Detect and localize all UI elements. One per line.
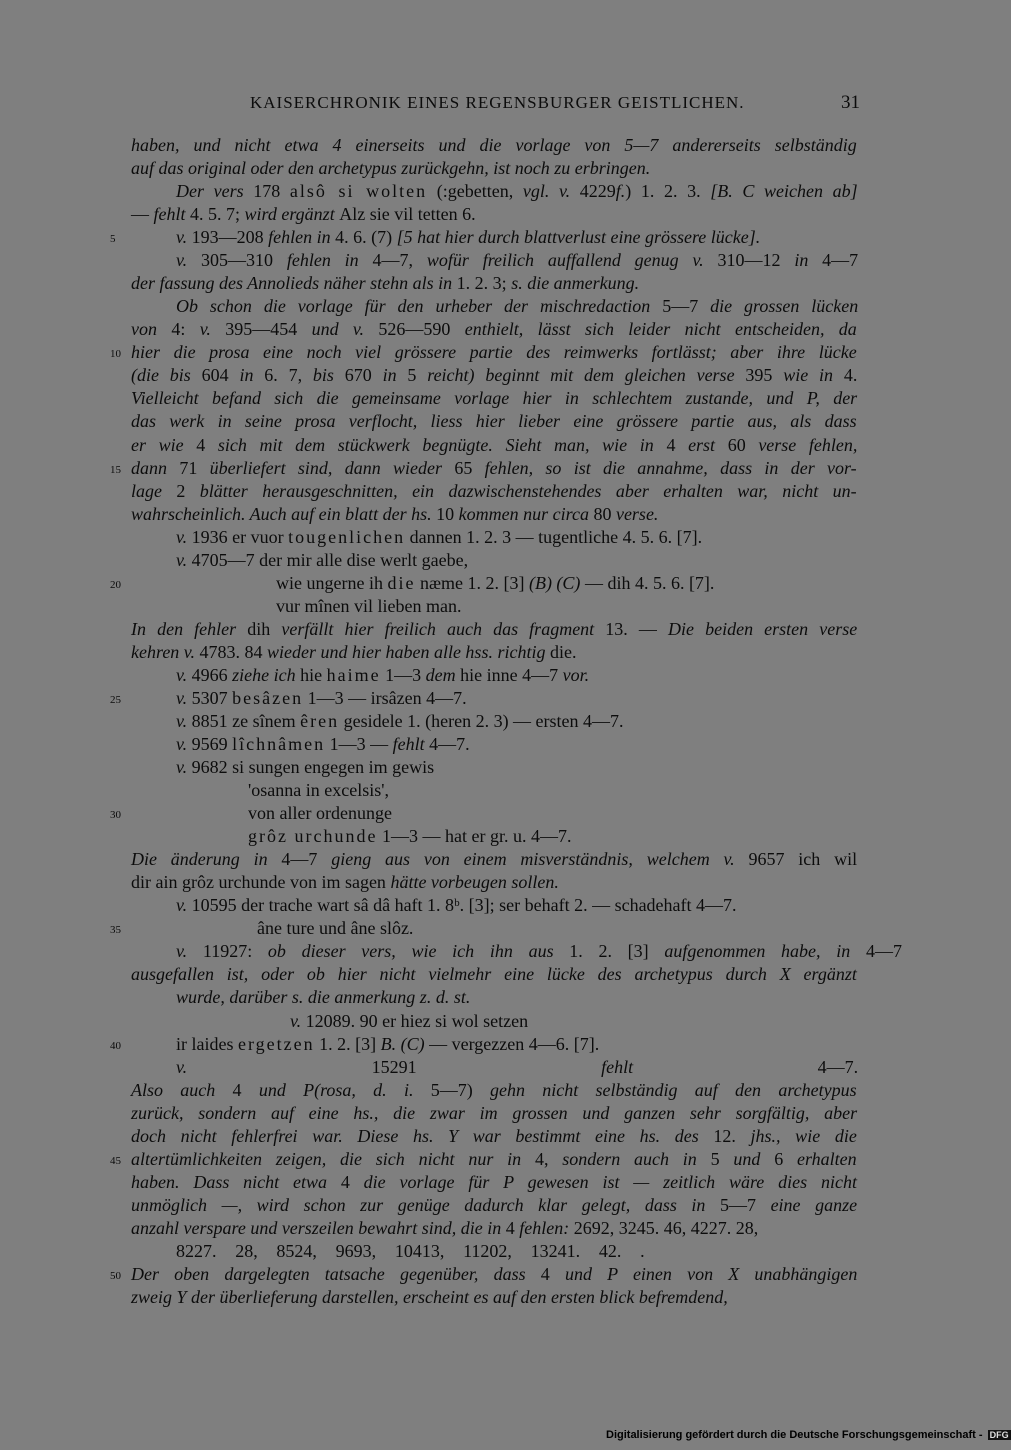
text-run: anzahl verspare und verszeilen bewahrt sind, die in xyxy=(131,1217,506,1238)
text-line xyxy=(248,825,571,848)
text-run: verse. xyxy=(615,503,659,524)
text-run: hätte vorbeugen sollen. xyxy=(390,872,559,893)
text-run: 80 xyxy=(593,503,616,524)
text-run: wurde, darüber s. die anmerkung z. d. st. xyxy=(176,987,471,1008)
text-run: die. xyxy=(549,641,577,662)
text-run: 395—454 xyxy=(225,319,312,340)
text-line xyxy=(276,572,714,595)
text-run: dir ain grôz urchunde von im sagen xyxy=(131,872,391,893)
text-line xyxy=(131,1263,857,1286)
text-run: 526—590 xyxy=(378,319,465,340)
text-line xyxy=(176,180,858,203)
text-run: — xyxy=(131,204,154,225)
text-run: das werk in seine prosa verflocht, liess hier lieber eine grössere partie aus, als dass xyxy=(131,411,857,432)
text-run: 310—12 xyxy=(717,250,795,271)
text-line xyxy=(257,917,413,940)
text-run: 604 xyxy=(201,365,240,386)
text-line xyxy=(131,1125,857,1148)
text-run: fehlen: xyxy=(519,1217,574,1238)
text-run: Also auch xyxy=(131,1079,233,1100)
text-run: 4. 6. (7) xyxy=(335,227,397,248)
text-run: ir laides xyxy=(176,1033,238,1054)
text-run: 4 xyxy=(340,1171,364,1192)
text-run: enthielt, lässt sich leider nicht entscheiden, da xyxy=(464,319,857,340)
text-run: dih xyxy=(247,618,282,639)
text-run: v. xyxy=(290,1010,306,1031)
text-run: dem xyxy=(425,664,461,685)
text-run: gehn nicht selbständig auf den archetypus xyxy=(490,1079,857,1100)
text-run: Der oben dargelegten tatsache gegenüber, dass xyxy=(131,1263,541,1284)
text-line xyxy=(176,526,702,549)
text-run: vor. xyxy=(562,664,590,685)
text-run: 4: xyxy=(171,319,200,340)
text-run: die vorlage für P gewesen ist — zeitlich wäre dies nicht xyxy=(363,1171,857,1192)
text-run: v. xyxy=(199,319,226,340)
text-run: fehlt xyxy=(601,1056,818,1077)
text-run: 10595 der trache wart sâ dâ haft 1. 8ᵇ. [3]; ser behaft 2. — schadehaft 4—7. xyxy=(191,895,737,916)
text-run: 1936 er vuor xyxy=(191,526,289,547)
text-run: v. xyxy=(176,549,192,570)
text-run: in xyxy=(382,365,408,386)
text-run: s. die anmerkung. xyxy=(511,273,640,294)
text-run: fehlen, so ist die annahme, dass in der vor- xyxy=(484,457,857,478)
text-run: Vielleicht befand sich die gemeinsame vorlage hier in schlechtem zustande, und P, der xyxy=(131,388,858,409)
text-line xyxy=(131,387,857,410)
text-run: 4 xyxy=(196,434,218,455)
text-run: hier die prosa eine noch viel grössere partie des reimwerks fortlässt; aber ihre lücke xyxy=(131,342,857,363)
text-run: 4—7 xyxy=(281,849,332,870)
text-run: verse fehlen, xyxy=(758,434,858,455)
text-run: und P einen von X unabhängigen xyxy=(564,1263,858,1284)
text-line xyxy=(176,549,468,572)
line-number: 30 xyxy=(110,809,121,822)
text-run: die grossen lücken xyxy=(710,296,859,317)
text-run: [B. C weichen ab] xyxy=(710,181,858,202)
text-line xyxy=(131,1102,857,1125)
text-run: 178 xyxy=(253,181,290,202)
text-run: Der vers xyxy=(176,181,254,202)
text-run: Die beiden ersten verse xyxy=(668,618,858,639)
line-number: 20 xyxy=(110,578,121,591)
text-line xyxy=(131,963,857,986)
line-number: 45 xyxy=(110,1154,121,1167)
text-run: [5 hat hier durch blattverlust eine grössere lücke]. xyxy=(396,227,761,248)
text-run: Die änderung in xyxy=(131,849,282,870)
text-run: haime xyxy=(326,664,381,685)
text-run: v. xyxy=(176,941,203,962)
text-run: wird ergänzt xyxy=(244,204,340,225)
text-run: — dih 4. 5. 6. [7]. xyxy=(580,572,715,593)
text-line xyxy=(131,341,857,364)
text-run: 4. 5. 7; xyxy=(190,204,245,225)
text-line xyxy=(131,434,857,457)
text-run: 4229 xyxy=(579,181,616,202)
text-run: Ob schon die vorlage für den urheber der mischredaction xyxy=(176,296,663,317)
text-run: ) 1. 2. 3. xyxy=(625,181,711,202)
text-run: dann xyxy=(131,457,180,478)
text-run: v. xyxy=(176,664,192,685)
text-run: v. xyxy=(176,227,192,248)
text-line xyxy=(176,664,589,687)
text-run: doch nicht fehlerfrei war. Diese hs. Y war bestimmt eine hs. des xyxy=(131,1125,714,1146)
text-line xyxy=(176,733,470,756)
text-run: wie in xyxy=(783,365,844,386)
text-run: 4 xyxy=(666,434,689,455)
text-run: B. (C) xyxy=(380,1033,425,1054)
text-run: 1—3 — irsâzen 4—7. xyxy=(303,687,467,708)
text-run: 4 xyxy=(505,1217,520,1238)
text-run: der fassung des Annolieds näher stehn als in xyxy=(131,273,457,294)
text-run: dannen 1. 2. 3 — tugentliche 4. 5. 6. [7]. xyxy=(405,526,703,547)
text-line xyxy=(131,618,857,641)
text-run: In den fehler xyxy=(131,618,248,639)
text-run: v. xyxy=(176,687,192,708)
text-run: 670 xyxy=(344,365,383,386)
text-line xyxy=(248,779,389,802)
text-run: 12. xyxy=(713,1125,751,1146)
text-line xyxy=(131,157,650,180)
text-run: aufgenommen habe, in xyxy=(664,941,866,962)
text-run: fehlt xyxy=(392,734,430,755)
text-run: in xyxy=(794,250,823,271)
text-run: 4783. 84 xyxy=(199,641,267,662)
text-run: ob dieser vers, wie ich ihn aus xyxy=(267,941,570,962)
text-run: lîchnâmen xyxy=(232,734,326,755)
line-number: 50 xyxy=(110,1269,121,1282)
text-line xyxy=(176,894,737,917)
text-line xyxy=(131,410,857,433)
text-run: 1. 2. [3] xyxy=(569,941,665,962)
text-run: êren xyxy=(300,711,340,731)
text-run: sondern auch in xyxy=(562,1148,711,1169)
text-run: (B) (C) xyxy=(528,572,581,593)
text-run: 5 xyxy=(710,1148,734,1169)
text-run: wofür freilich auffallend genug v. xyxy=(426,250,718,271)
text-run: grôz urchunde xyxy=(248,826,378,847)
text-run: 305—310 xyxy=(201,250,287,271)
text-run: 60 xyxy=(727,434,759,455)
text-line xyxy=(276,595,461,618)
text-run: 1. 2. [3] xyxy=(314,1033,381,1054)
text-run: vur mînen vil lieben man. xyxy=(276,595,462,616)
text-run: ergetzen xyxy=(237,1033,315,1054)
line-number: 40 xyxy=(110,1039,121,1052)
line-number: 10 xyxy=(110,348,121,361)
text-run: besâzen xyxy=(232,687,304,708)
text-line xyxy=(131,848,857,871)
text-line xyxy=(176,1240,645,1263)
text-run: 11927: xyxy=(202,941,268,962)
text-run: eine ganze xyxy=(770,1194,858,1215)
text-run: næme 1. 2. [3] xyxy=(415,572,529,593)
text-run: âne ture und âne slôz. xyxy=(257,918,414,939)
running-header xyxy=(250,92,860,114)
text-line xyxy=(176,1056,858,1079)
text-line xyxy=(131,1171,857,1194)
text-run: blätter herausgeschnitten, ein dazwischenstehendes aber erhalten war, nicht un- xyxy=(199,480,857,501)
line-number: 25 xyxy=(110,693,121,706)
text-run: v. xyxy=(176,1056,372,1077)
text-run: alsô si wolten xyxy=(289,181,428,202)
text-line xyxy=(176,687,467,710)
text-run: überliefert sind, dann wieder xyxy=(209,457,455,478)
text-run: gieng aus von einem misverständnis, welchem v. xyxy=(331,849,749,870)
text-line xyxy=(290,1010,528,1033)
text-line xyxy=(131,871,559,894)
line-number: 35 xyxy=(110,924,121,937)
text-run: ausgefallen ist, oder ob hier nicht vielmehr eine lücke des archetypus durch X ergänzt xyxy=(131,964,857,985)
text-run: sich mit dem stückwerk begnügte. Sieht man, wie in xyxy=(217,434,667,455)
text-run: reicht) beginnt mit dem gleichen verse xyxy=(427,365,746,386)
text-line xyxy=(131,318,857,341)
text-run: vgl. v. xyxy=(522,181,580,202)
text-run: 5—7) xyxy=(430,1079,490,1100)
text-run: tougenlichen xyxy=(288,526,406,547)
text-line xyxy=(131,457,857,480)
text-line xyxy=(176,249,858,272)
text-line xyxy=(131,203,476,226)
text-run: jhs., wie die xyxy=(750,1125,857,1146)
text-run: 1—3 — hat er gr. u. 4—7. xyxy=(377,826,572,847)
text-run: 4—7. xyxy=(429,734,470,755)
text-run: 6 xyxy=(774,1148,797,1169)
text-run: 9682 si sungen engegen im gewis xyxy=(191,757,435,778)
line-number: 15 xyxy=(110,463,121,476)
text-run: 4—7 xyxy=(865,941,902,962)
text-run: haben, und nicht etwa 4 einerseits und die vorlage von 5—7 andererseits selbständig xyxy=(131,135,857,155)
text-run: und xyxy=(733,1148,775,1169)
text-run: 8227. 28, 8524, 9693, 10413, 11202, 13241. 42. . xyxy=(176,1240,645,1261)
text-run: 1. 2. 3; xyxy=(456,273,512,294)
text-run: 5 xyxy=(407,365,428,386)
text-line xyxy=(131,503,658,526)
text-run: 5—7 xyxy=(719,1194,771,1215)
dfg-logo: DFG xyxy=(989,1430,1009,1440)
text-run: fehlt xyxy=(153,204,190,225)
text-run: v. xyxy=(176,526,192,547)
text-line xyxy=(131,480,857,503)
text-run: 71 xyxy=(179,457,210,478)
text-line xyxy=(248,802,392,825)
text-run: (die bis xyxy=(131,365,202,386)
text-run: 'osanna in excelsis', xyxy=(248,780,389,801)
text-run: kommen nur circa xyxy=(458,503,594,524)
text-run: er wie xyxy=(131,434,197,455)
text-run: 65 xyxy=(454,457,485,478)
text-line xyxy=(176,295,858,318)
text-run: v. xyxy=(176,895,192,916)
text-run: v. xyxy=(176,250,201,271)
text-run: Alz sie vil tetten 6. xyxy=(339,204,476,225)
text-line xyxy=(131,1148,857,1171)
text-line xyxy=(176,710,624,733)
text-run: und v. xyxy=(311,319,379,340)
text-run: 15291 xyxy=(371,1056,602,1077)
text-run: wieder und hier haben alle hss. richtig xyxy=(266,641,550,662)
text-run: fehlen in xyxy=(268,227,336,248)
running-title: KAISERCHRONIK EINES REGENSBURGER GEISTLICHEN. xyxy=(250,93,745,112)
text-run: 6. 7, xyxy=(264,365,313,386)
text-run: erhalten xyxy=(796,1148,857,1169)
text-line xyxy=(131,1194,857,1217)
text-run: gesidele 1. (heren 2. 3) — ersten 4—7. xyxy=(339,711,624,731)
text-run: 193—208 xyxy=(191,227,269,248)
page-number: 31 xyxy=(841,92,860,113)
text-run: hie inne 4—7 xyxy=(460,664,563,685)
text-run: 5307 xyxy=(191,687,233,708)
text-run: auf das original oder den archetypus zurückgehn, ist noch zu erbringen. xyxy=(131,158,651,179)
text-line xyxy=(176,756,434,779)
text-run: zweig Y der überlieferung darstellen, erscheint es auf den ersten blick befremdend, xyxy=(131,1287,728,1307)
footer-text: Digitalisierung gefördert durch die Deutsche Forschungsgemeinschaft - xyxy=(606,1429,983,1441)
text-run: 4 xyxy=(540,1263,565,1284)
text-run: 1—3 xyxy=(380,664,426,685)
text-run: 5—7 xyxy=(662,296,711,317)
text-run: 4. xyxy=(843,365,858,386)
text-run: v. xyxy=(176,757,192,778)
text-run: unmöglich —, wird schon zur genüge dadurch klar gelegt, dass in xyxy=(131,1194,720,1215)
text-run: 4, xyxy=(534,1148,563,1169)
text-run: 9657 ich wil xyxy=(748,849,858,870)
text-run: — vergezzen 4—6. [7]. xyxy=(424,1033,600,1054)
text-run: wahrscheinlich. Auch auf ein blatt der hs. xyxy=(131,503,437,524)
text-run: kehren v. xyxy=(131,641,200,662)
text-run: die xyxy=(387,572,416,593)
text-line xyxy=(176,940,902,963)
text-run: erst xyxy=(688,434,728,455)
text-run: wie ungerne ih xyxy=(276,572,388,593)
text-run: von xyxy=(131,319,172,340)
text-line xyxy=(131,641,576,664)
text-run: 4—7. xyxy=(817,1056,859,1077)
text-line xyxy=(131,134,857,157)
text-run: (:gebetten, xyxy=(427,181,523,202)
text-run: 12089. 90 er hiez si wol setzen xyxy=(305,1010,529,1031)
line-number: 5 xyxy=(110,233,116,246)
text-run: lage xyxy=(131,480,177,501)
text-run: v. xyxy=(176,734,192,755)
text-line xyxy=(131,272,639,295)
text-run: und P(rosa, d. i. xyxy=(258,1079,431,1100)
text-run: 4705—7 der mir alle dise werlt gaebe, xyxy=(191,549,469,570)
text-run: hie xyxy=(300,664,327,685)
text-run: 8851 ze sînem xyxy=(191,711,301,731)
text-run: 1—3 — xyxy=(325,734,393,755)
text-run: 9569 xyxy=(191,734,233,755)
text-line xyxy=(176,226,760,249)
text-run: haben. Dass nicht etwa xyxy=(131,1171,341,1192)
text-run: 2 xyxy=(176,480,200,501)
text-run: ziehe ich xyxy=(232,664,301,685)
text-run: in xyxy=(239,365,265,386)
text-line xyxy=(176,986,470,1009)
text-run: altertümlichkeiten zeigen, die sich nicht nur in xyxy=(131,1148,535,1169)
text-run: 4966 xyxy=(191,664,233,685)
text-run: von aller ordenunge xyxy=(248,803,392,824)
text-run: f. xyxy=(615,181,626,202)
text-run: 395 xyxy=(745,365,784,386)
text-run: 4 xyxy=(232,1079,259,1100)
text-line xyxy=(176,1033,599,1056)
text-run: 4—7 xyxy=(822,250,859,271)
text-run: fehlen in xyxy=(286,250,373,271)
digitization-footer xyxy=(606,1429,1011,1441)
text-run: v. xyxy=(176,711,192,731)
text-run: 4—7, xyxy=(372,250,427,271)
text-run: zurück, sondern auf eine hs., die zwar im grossen und ganzen sehr sorgfältig, aber xyxy=(131,1102,858,1123)
text-run: verfällt hier freilich auch das fragment xyxy=(281,618,606,639)
text-line xyxy=(131,364,857,387)
text-run: 10 xyxy=(436,503,459,524)
text-line xyxy=(131,1286,728,1309)
text-run: 2692, 3245. 46, 4227. 28, xyxy=(573,1217,759,1238)
text-line xyxy=(131,1217,758,1240)
text-run: 13. — xyxy=(605,618,668,639)
text-line xyxy=(131,1079,857,1102)
text-run: bis xyxy=(312,365,345,386)
